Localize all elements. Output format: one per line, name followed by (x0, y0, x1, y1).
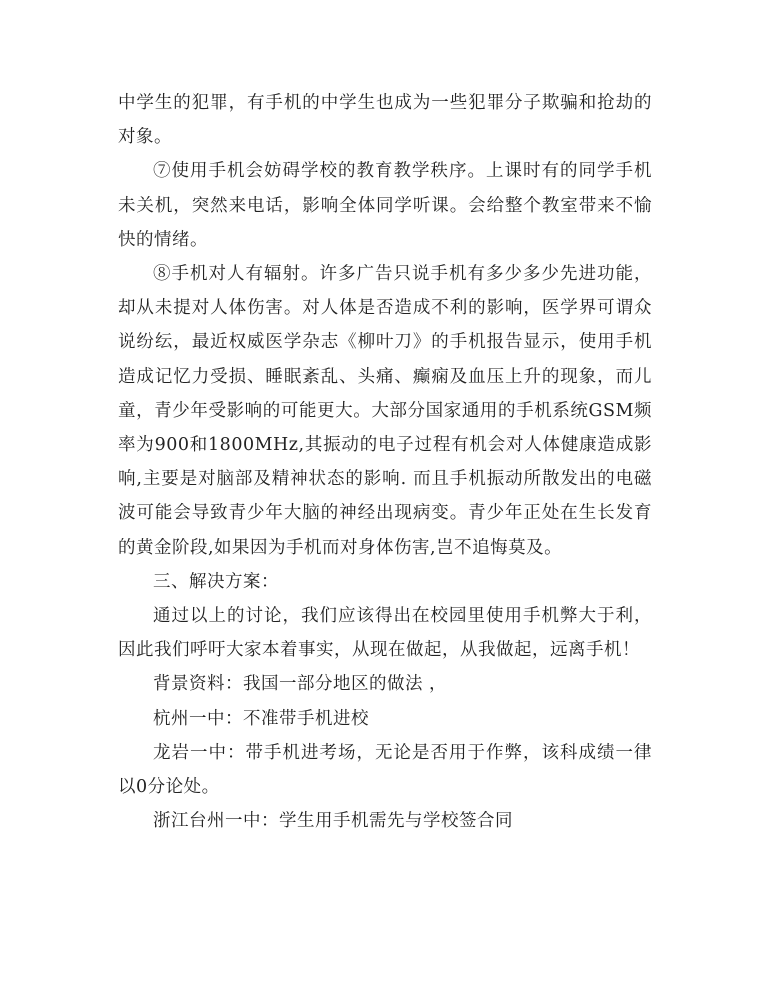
paragraph-taizhou: 浙江台州一中：学生用手机需先与学校签合同 (153, 811, 513, 832)
paragraph-conclusion: 通过以上的讨论，我们应该得出在校园里使用手机弊大于利，因此我们呼吁大家本着事实，从现在做起，从我做起，远离手机！ (118, 606, 652, 661)
paragraph-hangzhou: 杭州一中：不准带手机进校 (153, 708, 369, 729)
paragraph-longyan: 龙岩一中：带手机进考场，无论是否用于作弊，该科成绩一律以0分论处。 (118, 742, 652, 798)
paragraph-crime-continuation: 中学生的犯罪，有手机的中学生也成为一些犯罪分子欺骗和抢劫的对象。 (118, 93, 652, 148)
paragraph-point-7: ⑦使用手机会妨碍学校的教育教学秩序。上课时有的同学手机未关机，突然来电话，影响全体同学听课。会给整个教室带来不愉快的情绪。 (118, 161, 652, 250)
section-heading-solution: 三、解决方案： (153, 571, 279, 592)
paragraph-background-intro: 背景资料：我国一部分地区的做法 ， (153, 674, 448, 695)
paragraph-point-8: ⑧手机对人有辐射。许多广告只说手机有多少多少先进功能，却从未提对人体伤害。对人体是否造成不利的影响，医学界可谓众说纷纭，最近权威医学杂志《柳叶刀》的手机报告显示，使用手机造成记忆力受损、睡眠紊乱、头痛、癫痫及血压上升的现象，而儿童，青少年受影响的可能更大。大部分国家通用的手机系统GSM频率为900和1800MHz,其振动的电子过程有机会对人体健康造成影响,主要是对脑部及精神状态的影响. 而且手机振动所散发出的电磁波可能会导致青少年大脑的神经出现病变。青少年正处在生长发育的黄金阶段,如果因为手机而对身体伤害,岂不追悔莫及。 (118, 264, 652, 558)
document-body (118, 86, 652, 838)
